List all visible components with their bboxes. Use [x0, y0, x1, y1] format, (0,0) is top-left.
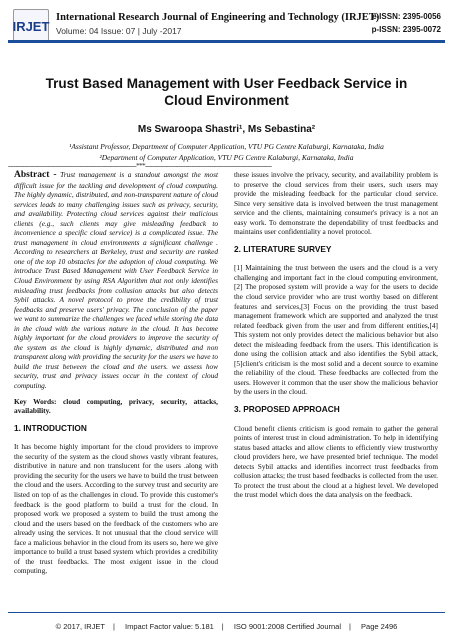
issn-electronic: e-ISSN: 2395-0056 [372, 12, 441, 21]
literature-text: [1] Maintaining the trust between the users and the cloud is a very challenging and important fact in the cloud computing environment, [2] The proposed system will provide a way for the users to decide the cloud service provider who are trust worthy based on different features and services,[3] Focus on the providing the trust based management framework which are supported and analyzed the trust related feedback given from the user and from different entities,[4] This system not only provides detect the malicious behavior but also detect the misleading feedback from the users. This identification is done using the collision attack and also identifies the Sybil attack,[5]client's criticism is the most solid and a decent source to examine the reliability of the cloud. These feedbacks are collected from the users. However it common that the user show the malicious behavior by the users in the cloud. [234, 263, 438, 397]
footer-iso: ISO 9001:2008 Certified Journal [233, 622, 341, 631]
section-heading-introduction: 1. INTRODUCTION [14, 422, 87, 433]
introduction-continued: these issues involve the privacy, security, and availability problem is to preserve the cloud services from their users, such users may provide the misleading feedback for the particular cloud service. Since very sensitive data is involved between the trust management service and the clients, maintaining consumer's privacy is a not an easy work. To demonstrate the dependability of trust feedbacks and maintains user confidentiality a novel protocol. [234, 170, 438, 237]
journal-name: International Research Journal of Engineering and Technology (IRJET) [56, 12, 380, 23]
page-footer: © 2017, IRJET | Impact Factor value: 5.181 | ISO 9001:2008 Certified Journal | Page 2496 [55, 622, 398, 631]
abstract [14, 170, 218, 391]
issn-print: p-ISSN: 2395-0072 [371, 25, 441, 34]
header-rule [8, 40, 445, 43]
left-column [14, 170, 218, 582]
journal-logo: IRJET [13, 9, 49, 43]
footer-rule [8, 612, 445, 613]
keywords: Key Words: cloud computing, privacy, security, attacks, availability. [14, 396, 218, 416]
abstract-label: Abstract - [14, 170, 57, 180]
paper-authors: Ms Swaroopa Shastri¹, Ms Sebastina² [137, 124, 316, 135]
introduction-text: It has become highly important for the cloud providers to improve the security of the system as the cloud shows vastly vibrant features, distributive in nature and non translucent for the users .along with providing the security for the users we have to build the trust between the cloud and the users. According to the survey trust and security are listed on top of as the challenges in cloud. To provide this customer's feedback is the good platform to build a trust for the cloud. In proposed work we proposed a system to build the trust among the cloud and the users based on the feedback of the customers who are already using the services. It not unusual that the cloud service will face a malicious behavior in the cloud from its users so, here we give importance to build a trust based system which provides a credibility of the trust feedbacks. The most exigent issue in the cloud computing, [14, 442, 218, 576]
footer-copyright: © 2017, IRJET [55, 622, 105, 631]
footer-page: Page 2496 [361, 622, 398, 631]
affiliation-1: ¹Assistant Professor, Department of Computer Application, VTU PG Centre Kalaburgi, Karnataka, India [69, 142, 384, 151]
right-column [234, 170, 438, 506]
section-heading-literature: 2. LITERATURE SURVEY [234, 243, 332, 254]
section-heading-proposed: 3. PROPOSED APPROACH [234, 404, 340, 415]
volume-info: Volume: 04 Issue: 07 | July -2017 [56, 26, 182, 36]
proposed-text: Cloud benefit clients criticism is good remain to gather the general points of interest trust in cloud administration. To help in identifying status based attacks and allow clients to efficiently view trustworthy cloud providers here, we have presented brief technique. The model detects Sybil attacks and identifies incorrect trust feedbacks from collusion attacks; the trust based feedbacks is collected from the user. To protect the trust about the cloud at a highest level. We developed the trust model which does the data analysis on the feedback. [234, 423, 438, 500]
paper-title: Trust Based Management with User Feedback Service in Cloud Environment [45, 76, 408, 108]
abstract-text: Trust management is a standout amongst the most difficult issue for the tackling and development of cloud computing. The highly dynamic, distributed, and non-transparent nature of cloud services leads to many challenging issues such as privacy, security, and availability. Protecting cloud services against their malicious clients (e.g., such clients may give misleading feedback to inconvenience a specific cloud service) is a complicated issue. The trust management in cloud environments a significant challenge . According to researchers at Berkeley, trust and security are ranked one of the top 10 obstacles for the adoption of cloud computing. We introduce Trust Based Management with User Feedback Service in Cloud Environment by using RSA Algorithm that not only identifies misleading trust feedbacks from collusion attacks but also detects Sybil attacks. A novel protocol to prove the credibility of trust feedbacks and preserve users' privacy. The conclusion of the paper we want to summarize the challenges we faced while storing the data in the cloud with the various nature in the cloud. It has become highly important for the cloud providers to improve the security of the system as the cloud is highly dynamic, distributed and non transparent along with providing the security for the users we have to build the trust between the cloud and the users. we assess how security, trust and privacy issues occur in the context of cloud computing. [14, 170, 219, 391]
footer-impact: Impact Factor value: 5.181 [125, 622, 214, 631]
affiliation-2: ²Department of Computer Application, VTU PG Centre Kalaburgi, Karnataka, India [99, 153, 354, 162]
section-separator: ----------------------------------------------------------------------***--------------------------------------------------------------------- [8, 162, 272, 170]
